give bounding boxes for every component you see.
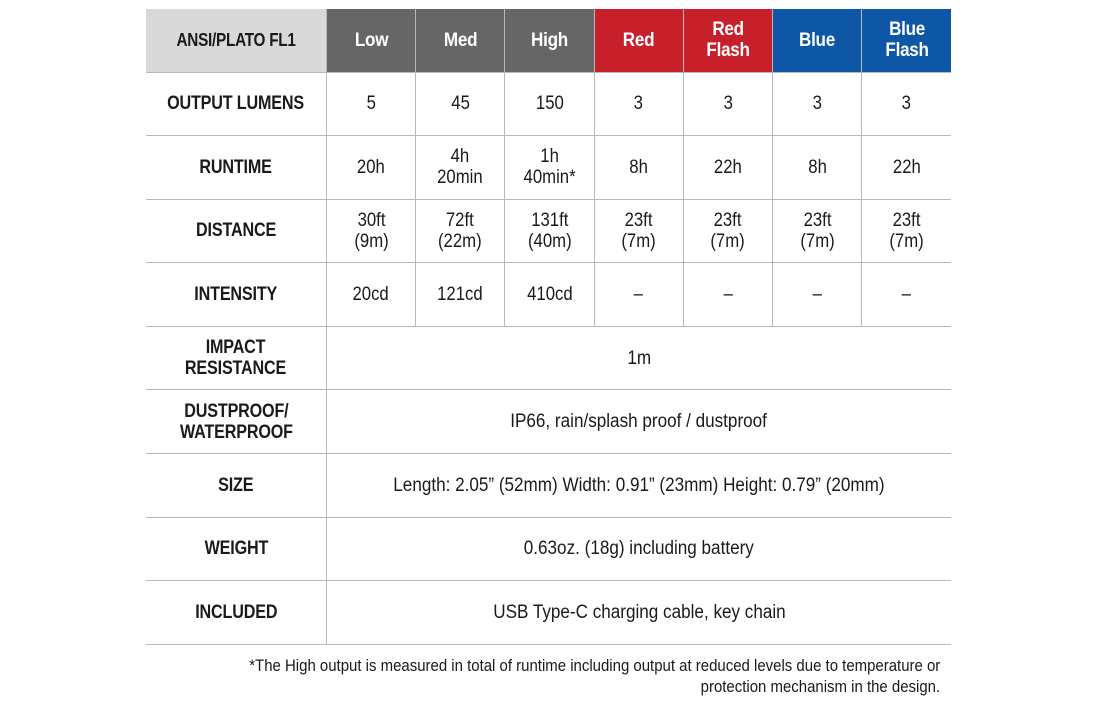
- mode-header-blue: Blue: [773, 9, 862, 72]
- cell-intensity-high: 410cd: [505, 263, 594, 327]
- mode-header-med: Med: [416, 9, 505, 72]
- cell-distance-high: 131ft (40m): [505, 199, 594, 263]
- header-standard-label: ANSI/PLATO FL1: [146, 9, 326, 72]
- row-label-dustproof-waterproof: DUSTPROOF/ WATERPROOF: [146, 390, 326, 454]
- cell-intensity-med: 121cd: [416, 263, 505, 327]
- footnote-line-1: *The High output is measured in total of runtime including output at reduced levels due to temperature or: [248, 656, 940, 675]
- cell-runtime-med: 4h 20min: [416, 136, 505, 200]
- cell-output-lumens-red-flash: 3: [683, 72, 772, 136]
- cell-intensity-blue-flash: –: [862, 263, 951, 327]
- cell-distance-red-flash: 23ft (7m): [683, 199, 772, 263]
- cell-intensity-red: –: [594, 263, 683, 327]
- cell-runtime-high: 1h 40min*: [505, 136, 594, 200]
- row-runtime: [146, 136, 951, 200]
- cell-weight: 0.63oz. (18g) including battery: [326, 517, 951, 581]
- cell-impact-resistance: 1m: [326, 326, 951, 390]
- mode-header-red: Red: [594, 9, 683, 72]
- cell-output-lumens-low: 5: [326, 72, 415, 136]
- row-label-weight: WEIGHT: [146, 517, 326, 581]
- cell-included: USB Type-C charging cable, key chain: [326, 581, 951, 645]
- cell-size: Length: 2.05” (52mm) Width: 0.91” (23mm) Height: 0.79” (20mm): [326, 454, 951, 518]
- mode-header-low: Low: [326, 9, 415, 72]
- cell-distance-blue-flash: 23ft (7m): [862, 199, 951, 263]
- row-label-distance: DISTANCE: [146, 199, 326, 263]
- cell-distance-med: 72ft (22m): [416, 199, 505, 263]
- spec-table: [146, 9, 951, 645]
- cell-runtime-blue: 8h: [773, 136, 862, 200]
- row-dustproof-waterproof: [146, 390, 951, 454]
- cell-output-lumens-high: 150: [505, 72, 594, 136]
- cell-runtime-red: 8h: [594, 136, 683, 200]
- cell-output-lumens-blue: 3: [773, 72, 862, 136]
- row-label-included: INCLUDED: [146, 581, 326, 645]
- row-weight: [146, 517, 951, 581]
- cell-output-lumens-blue-flash: 3: [862, 72, 951, 136]
- row-impact-resistance: [146, 326, 951, 390]
- row-intensity: [146, 263, 951, 327]
- footnote: [120, 655, 940, 697]
- row-label-runtime: RUNTIME: [146, 136, 326, 200]
- cell-output-lumens-red: 3: [594, 72, 683, 136]
- footnote-line-2: protection mechanism in the design.: [700, 677, 940, 696]
- row-label-output-lumens: OUTPUT LUMENS: [146, 72, 326, 136]
- row-label-intensity: INTENSITY: [146, 263, 326, 327]
- header-row: [146, 9, 951, 72]
- mode-header-red-flash: Red Flash: [683, 9, 772, 72]
- row-label-size: SIZE: [146, 454, 326, 518]
- row-included: [146, 581, 951, 645]
- row-label-impact-resistance: IMPACT RESISTANCE: [146, 326, 326, 390]
- mode-header-blue-flash: Blue Flash: [862, 9, 951, 72]
- mode-header-high: High: [505, 9, 594, 72]
- cell-distance-low: 30ft (9m): [326, 199, 415, 263]
- cell-distance-red: 23ft (7m): [594, 199, 683, 263]
- cell-intensity-blue: –: [773, 263, 862, 327]
- cell-intensity-low: 20cd: [326, 263, 415, 327]
- row-size: [146, 454, 951, 518]
- cell-runtime-blue-flash: 22h: [862, 136, 951, 200]
- cell-intensity-red-flash: –: [683, 263, 772, 327]
- cell-output-lumens-med: 45: [416, 72, 505, 136]
- row-output-lumens: [146, 72, 951, 136]
- cell-distance-blue: 23ft (7m): [773, 199, 862, 263]
- cell-runtime-red-flash: 22h: [683, 136, 772, 200]
- row-distance: [146, 199, 951, 263]
- cell-runtime-low: 20h: [326, 136, 415, 200]
- cell-dustproof-waterproof: IP66, rain/splash proof / dustproof: [326, 390, 951, 454]
